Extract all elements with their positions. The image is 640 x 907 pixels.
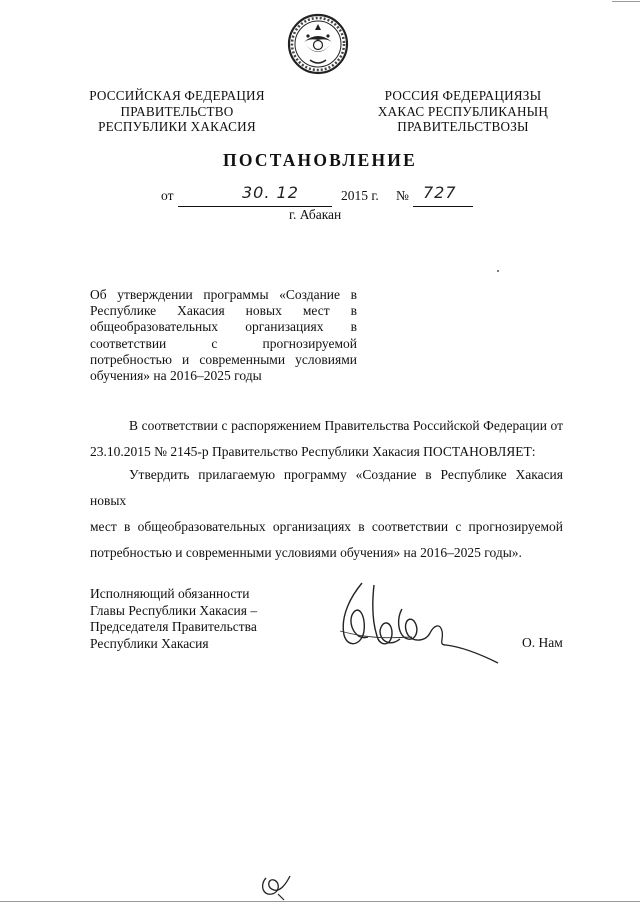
header-right-line: ПРАВИТЕЛЬСТВОЗЫ — [397, 119, 529, 134]
header-right-line: ХАКАС РЕСПУБЛИКАНЫҢ — [377, 103, 549, 119]
handwritten-date: 30. 12 — [242, 183, 299, 202]
initials-mark-icon — [258, 870, 294, 902]
page-bottom-edge — [0, 901, 640, 902]
handwritten-signature-icon — [322, 575, 502, 667]
header-right-line: РОССИЯ ФЕДЕРАЦИЯЗЫ — [384, 88, 542, 103]
body-line: мест в общеобразовательных организациях в соответствии с прогнозируемой — [90, 519, 563, 534]
subject-line: потребностью и современными условиями — [90, 351, 357, 367]
body-line: Утвердить прилагаемую программу «Создание в Республике Хакасия новых — [90, 467, 563, 508]
city-label: г. Абакан — [289, 207, 342, 222]
signatory-line: Главы Республики Хакасия – — [90, 602, 258, 618]
subject-line: общеобразовательных организациях в — [90, 319, 357, 335]
date-field — [178, 183, 332, 207]
number-field — [413, 183, 473, 207]
handwritten-number: 727 — [423, 183, 457, 202]
scan-speck — [497, 270, 499, 272]
body-line: В соответствии с распоряжением Правительства Российской Федерации от — [129, 418, 563, 433]
date-prefix: от — [161, 188, 174, 203]
header-left-line: РОССИЙСКАЯ ФЕДЕРАЦИЯ — [89, 88, 265, 103]
body-paragraph-2 — [90, 462, 563, 566]
header-left-block — [72, 88, 282, 135]
subject-line: обучения» на 2016–2025 годы — [90, 368, 262, 384]
document-title: ПОСТАНОВЛЕНИЕ — [223, 150, 417, 170]
year-label: 2015 г. — [341, 188, 379, 203]
coat-of-arms-icon — [286, 12, 350, 76]
body-paragraph-1 — [90, 413, 563, 465]
page-top-edge-mark — [612, 1, 640, 2]
header-left-line: ПРАВИТЕЛЬСТВО — [120, 103, 234, 119]
subject-line: Об утверждении программы «Создание в — [90, 287, 357, 302]
signatory-line: Председателя Правительства — [90, 619, 257, 634]
header-right-block — [358, 88, 568, 135]
body-line: потребностью и современными условиями обучения» на 2016–2025 годы». — [90, 545, 522, 560]
subject-block — [90, 287, 357, 384]
subject-line: Республике Хакасия новых мест в — [90, 303, 357, 319]
header-left-line: РЕСПУБЛИКИ ХАКАСИЯ — [98, 119, 256, 134]
signatory-name: О. Нам — [522, 635, 563, 650]
signatory-line: Исполняющий обязанности — [90, 586, 250, 601]
signatory-position — [90, 586, 257, 652]
subject-line: соответствии с прогнозируемой — [90, 335, 357, 351]
number-sign: № — [396, 188, 409, 203]
body-line: 23.10.2015 № 2145-р Правительство Республики Хакасия ПОСТАНОВЛЯЕТ: — [90, 444, 536, 459]
signatory-line: Республики Хакасия — [90, 635, 209, 651]
